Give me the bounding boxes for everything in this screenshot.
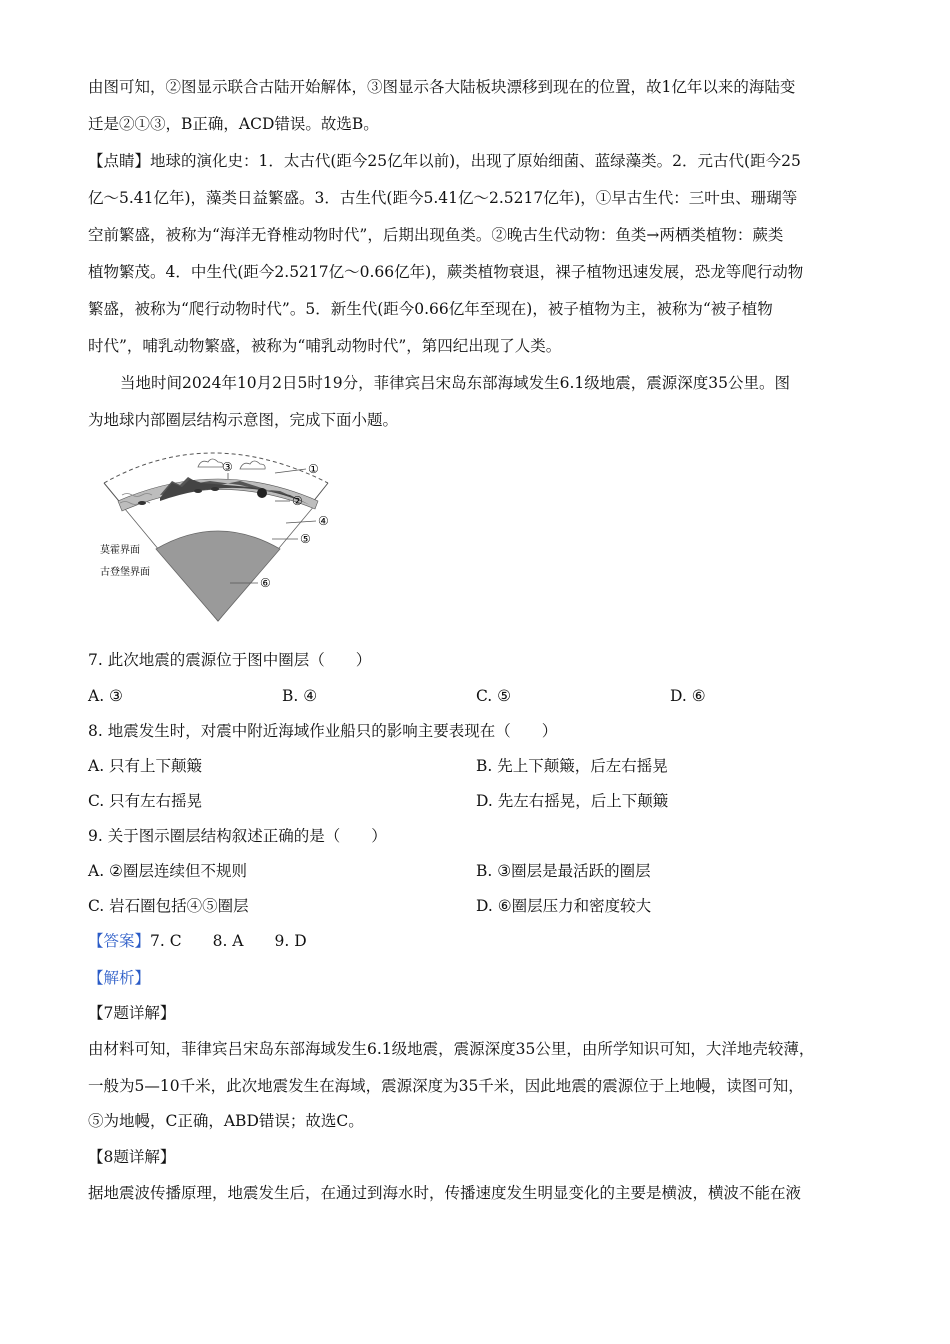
moho-label: 莫霍界面: [100, 545, 140, 556]
question-7-stem: 7. 此次地震的震源位于图中圈层（ ）: [88, 651, 372, 669]
paragraph-line: 由图可知，②图显示联合古陆开始解体，③图显示各大陆板块漂移到现在的位置，故1亿年以来的海陆变: [88, 78, 796, 96]
q8-option-c: C. 只有左右摇晃: [88, 792, 203, 810]
fish-icon: [194, 489, 202, 493]
cloud-icon: [198, 459, 223, 467]
cloud-icon: [240, 461, 265, 469]
q7-detail-line: 一般为5—10千米，此次地震发生在海域，震源深度为35千米，因此地震的震源位于上地幔，读图可知，: [88, 1077, 804, 1095]
layer-label-1: ①: [308, 462, 319, 476]
analysis-label: 【解析】: [88, 969, 151, 987]
paragraph-line: 当地时间2024年10月2日5时19分，菲律宾吕宋岛东部海域发生6.1级地震，震源深度35公里。图: [120, 374, 790, 392]
paragraph-line: 繁盛，被称为“爬行动物时代”。5．新生代(距今0.66亿年至现在)，被子植物为主，被称为“被子植物: [88, 300, 773, 318]
layer-label-3: ③: [222, 460, 233, 474]
q7-detail-title: 【7题详解】: [88, 1004, 176, 1022]
q9-option-d: D. ⑥圈层压力和密度较大: [476, 897, 652, 915]
answer-text: 7. C 8. A 9. D: [150, 932, 307, 950]
earth-layers-figure: [90, 443, 350, 628]
q9-option-b: B. ③圈层是最活跃的圈层: [476, 862, 651, 880]
fish-icon: [211, 487, 219, 491]
answer-line: [88, 931, 307, 951]
answer-label: 【答案】: [88, 932, 151, 950]
q7-option-b: B. ④: [282, 687, 318, 705]
q7-detail-line: ⑤为地幔，C正确，ABD错误；故选C。: [88, 1112, 364, 1130]
layer-label-2: ②: [292, 494, 303, 508]
q9-option-a: A. ②圈层连续但不规则: [88, 862, 247, 880]
paragraph-line: 时代”，哺乳动物繁盛，被称为“哺乳动物时代”，第四纪出现了人类。: [88, 337, 562, 355]
q7-option-d: D. ⑥: [670, 687, 706, 705]
q7-detail-line: 由材料可知，菲律宾吕宋岛东部海域发生6.1级地震，震源深度35公里，由所学知识可知，大洋地壳较薄，: [88, 1040, 815, 1058]
question-9-stem: 9. 关于图示圈层结构叙述正确的是（ ）: [88, 827, 387, 845]
paragraph-line: 为地球内部圈层结构示意图，完成下面小题。: [88, 411, 399, 429]
paragraph-line: 植物繁茂。4．中生代(距今2.5217亿～0.66亿年)，蕨类植物衰退，裸子植物迅速发展，恐龙等爬行动物: [88, 263, 804, 281]
q8-option-d: D. 先左右摇晃，后上下颠簸: [476, 792, 669, 810]
gutenberg-label: 古登堡界面: [100, 567, 150, 578]
atmosphere-arc: [104, 453, 328, 483]
layer-label-6: ⑥: [260, 576, 271, 590]
q8-detail-line: 据地震波传播原理，地震发生后，在通过到海水时，传播速度发生明显变化的主要是横波，横波不能在液: [88, 1184, 802, 1202]
tree-icon: [257, 488, 267, 498]
fish-icon: [138, 501, 146, 505]
q9-option-c: C. 岩石圈包括④⑤圈层: [88, 897, 249, 915]
layer-label-5: ⑤: [300, 532, 311, 546]
q8-option-b: B. 先上下颠簸，后左右摇晃: [476, 757, 668, 775]
paragraph-line: 【点睛】地球的演化史：1．太古代(距今25亿年以前)，出现了原始细菌、蓝绿藻类。2．元古代(距今25: [88, 152, 801, 170]
paragraph-line: 空前繁盛，被称为“海洋无脊椎动物时代”，后期出现鱼类。②晚古生代动物：鱼类→两栖类植物：蕨类: [88, 226, 784, 244]
q8-detail-title: 【8题详解】: [88, 1148, 176, 1166]
question-8-stem: 8. 地震发生时，对震中附近海域作业船只的影响主要表现在（ ）: [88, 722, 558, 740]
paragraph-line: 迁是②①③，B正确，ACD错误。故选B。: [88, 115, 379, 133]
layer-label-4: ④: [318, 514, 329, 528]
q7-option-c: C. ⑤: [476, 687, 512, 705]
q7-option-a: A. ③: [88, 687, 123, 705]
q8-option-a: A. 只有上下颠簸: [88, 757, 203, 775]
paragraph-line: 亿～5.41亿年)，藻类日益繁盛。3．古生代(距今5.41亿～2.5217亿年)，①早古生代：三叶虫、珊瑚等: [88, 189, 798, 207]
